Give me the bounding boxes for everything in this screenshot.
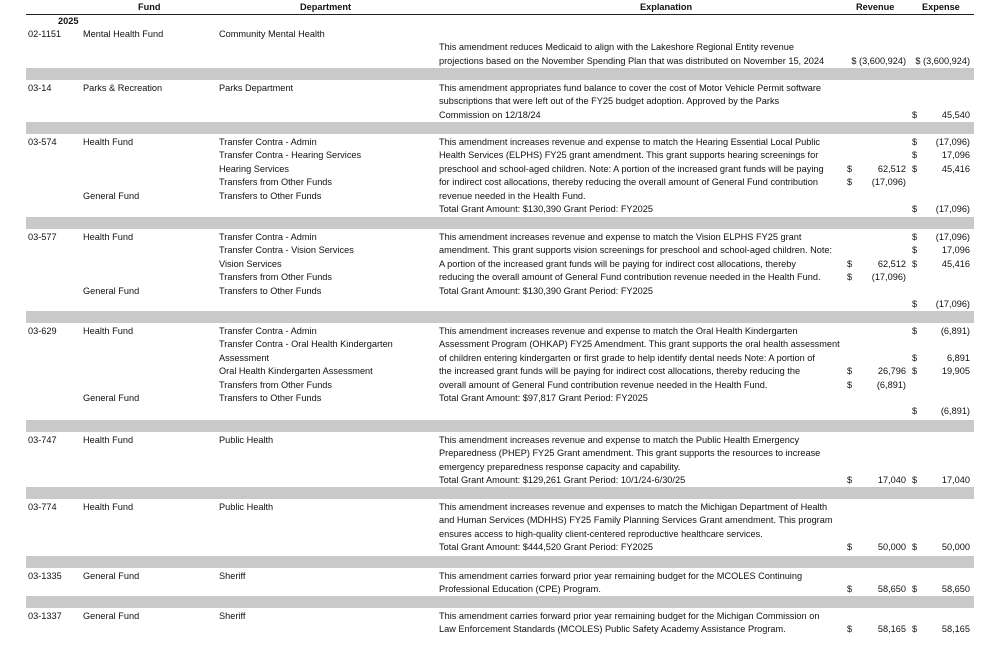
expense-value: 6,891 [947,352,970,363]
fund-name: General Fund [83,571,140,581]
revenue-dollar-sign: $ [847,177,853,188]
revenue-value: 62,512 [877,163,906,174]
explanation-line: amendment. This grant supports vision screenings for preschool and school-aged children. Note: [439,245,833,256]
expense-value: 50,000 [941,542,970,553]
department-name: Transfer Contra - Admin [219,137,317,147]
expense-dollar-sign: $ [912,204,918,214]
expense-dollar-sign: $ [912,584,918,595]
department-name: Transfers from Other Funds [219,177,333,188]
department-name: Assessment [219,352,270,363]
expense-value: 45,540 [941,109,970,120]
row-separator-band [26,487,974,499]
expense-value: (17,096) [935,232,970,242]
explanation-line: Total Grant Amount: $444,520 Grant Period: FY2025 [439,542,653,553]
revenue-dollar-sign: $ [847,584,853,595]
row-separator-band [26,556,974,568]
department-name: Transfers to Other Funds [219,190,322,201]
expense-value: 58,165 [941,624,970,635]
department-name: Public Health [219,435,274,445]
fund-name: Health Fund [83,326,134,336]
explanation-line: This amendment increases revenue and expenses to match the Michigan Department of Health [439,502,828,512]
header-expense: Expense [922,2,960,12]
explanation-line: This amendment increases revenue and expense to match the Oral Health Kindergarten [439,326,798,336]
row-separator-band [26,420,974,432]
explanation-line: This amendment increases revenue and expense to match the Public Health Emergency [439,435,800,445]
explanation-line: emergency preparedness response capacity and capability. [439,461,681,472]
department-name: Transfers from Other Funds [219,272,333,283]
explanation-line: Law Enforcement Standards (MCOLES) Public Safety Academy Assistance Program. [439,624,786,635]
revenue-value: (17,096) [871,177,906,188]
explanation-line: Health Services (ELPHS) FY25 grant amendment. This grant supports hearing screenings for [439,150,819,161]
fund-name: Mental Health Fund [83,29,164,39]
fund-name: Health Fund [83,435,134,445]
revenue-value: $ (3,600,924) [851,55,906,66]
expense-dollar-sign: $ [912,245,918,256]
expense-value: 45,416 [941,163,970,174]
expense-dollar-sign: $ [912,366,918,377]
expense-value: (17,096) [935,204,970,214]
expense-dollar-sign: $ [912,137,918,147]
expense-dollar-sign: $ [912,299,918,309]
row-separator-band [26,68,974,80]
expense-value: (17,096) [935,299,970,309]
revenue-dollar-sign: $ [847,163,853,174]
explanation-line: preschool and school-aged children. Note: A portion of the increased grant funds will be paying [439,163,824,174]
explanation-line: of children entering kindergarten or first grade to help identify dental needs Note: A portion of [439,352,815,363]
expense-value: 19,905 [941,366,970,377]
amendment-id: 03-629 [28,326,57,336]
fund-name: Health Fund [83,502,134,512]
explanation-line: reducing the overall amount of General Fund contribution revenue needed in the Health Fund. [439,272,821,283]
revenue-value: 50,000 [877,542,906,553]
fund-name: General Fund [83,285,140,296]
explanation-line: Preparedness (PHEP) FY25 Grant amendment. This grant supports the resources to increase [439,448,821,459]
fund-name: General Fund [83,393,140,403]
expense-dollar-sign: $ [912,352,918,363]
row-separator-band [26,122,974,134]
department-name: Community Mental Health [219,29,325,39]
fund-name: General Fund [83,611,140,621]
fund-name: Health Fund [83,137,134,147]
department-name: Vision Services [219,258,282,269]
amendment-id: 03-577 [28,232,57,242]
row-separator-band [26,217,974,229]
header-fund: Fund [138,2,161,12]
revenue-value: 58,165 [877,624,906,635]
row-separator-band [26,311,974,323]
revenue-dollar-sign: $ [847,366,853,377]
expense-dollar-sign: $ [912,150,918,161]
explanation-line: overall amount of General Fund contribution revenue needed in the Health Fund. [439,379,768,390]
explanation-line: This amendment increases revenue and expense to match the Hearing Essential Local Public [439,137,820,147]
explanation-line: Professional Education (CPE) Program. [439,584,601,595]
explanation-line: projections based on the November Spending Plan that was distributed on November 15, 2024 [439,55,825,66]
expense-value: (6,891) [940,326,970,336]
row-separator-band [26,596,974,608]
revenue-value: 17,040 [877,475,906,486]
header-explanation: Explanation [640,2,693,12]
expense-value: (6,891) [940,406,970,417]
expense-value: (17,096) [935,137,970,147]
revenue-dollar-sign: $ [847,379,853,390]
explanation-line: the increased grant funds will be paying for indirect cost allocations, thereby reducing the [439,366,801,377]
fiscal-year-label: 2025 [58,16,79,26]
revenue-dollar-sign: $ [847,272,853,283]
revenue-value: 62,512 [877,258,906,269]
expense-dollar-sign: $ [912,406,918,417]
department-name: Public Health [219,502,274,512]
department-name: Transfer Contra - Admin [219,232,317,242]
explanation-line: revenue needed in the Health Fund. [439,190,586,201]
department-name: Oral Health Kindergarten Assessment [219,366,373,377]
fund-name: Parks & Recreation [83,83,163,93]
expense-value: $ (3,600,924) [915,55,970,66]
explanation-line: Total Grant Amount: $129,261 Grant Period: 10/1/24-6/30/25 [439,475,686,486]
department-name: Transfers from Other Funds [219,379,333,390]
fund-name: Health Fund [83,232,134,242]
expense-dollar-sign: $ [912,109,918,120]
revenue-dollar-sign: $ [847,624,853,635]
explanation-line: This amendment reduces Medicaid to align with the Lakeshore Regional Entity revenue [439,42,794,53]
amendment-id: 03-747 [28,435,57,445]
expense-dollar-sign: $ [912,475,918,486]
expense-dollar-sign: $ [912,163,918,174]
explanation-line: This amendment carries forward prior year remaining budget for the Michigan Commission on [439,611,820,621]
expense-value: 17,040 [941,475,970,486]
header-department: Department [300,2,352,12]
expense-value: 45,416 [941,258,970,269]
expense-value: 17,096 [941,150,970,161]
explanation-line: Total Grant Amount: $130,390 Grant Period: FY2025 [439,285,653,296]
explanation-line: for indirect cost allocations, thereby reducing the overall amount of General Fund contribution [439,177,818,188]
department-name: Hearing Services [219,163,289,174]
explanation-line: Total Grant Amount: $130,390 Grant Period: FY2025 [439,204,653,214]
fund-name: General Fund [83,190,140,201]
amendment-id: 03-1337 [28,611,62,621]
expense-dollar-sign: $ [912,326,918,336]
explanation-line: Total Grant Amount: $97,817 Grant Period: FY2025 [439,393,648,403]
explanation-line: Assessment Program (OHKAP) FY25 Amendment. This grant supports the oral health assessment [439,339,840,350]
expense-value: 17,096 [941,245,970,256]
explanation-line: This amendment carries forward prior year remaining budget for the MCOLES Continuing [439,571,803,581]
explanation-line: subscriptions that were left out of the FY25 budget adoption. Approved by the Parks [439,96,780,107]
amendment-id: 03-14 [28,83,52,93]
revenue-value: (17,096) [871,272,906,283]
column-header-row [26,0,974,15]
expense-dollar-sign: $ [912,542,918,553]
department-name: Transfer Contra - Admin [219,326,317,336]
revenue-value: 26,796 [877,366,906,377]
amendment-id: 03-574 [28,137,57,147]
explanation-line: ensures access to high-quality client-centered reproductive healthcare services. [439,528,763,539]
revenue-dollar-sign: $ [847,258,853,269]
revenue-value: 58,650 [877,584,906,595]
expense-dollar-sign: $ [912,232,918,242]
revenue-value: (6,891) [876,379,906,390]
revenue-dollar-sign: $ [847,475,853,486]
department-name: Sheriff [219,571,246,581]
department-name: Parks Department [219,83,294,93]
department-name: Transfer Contra - Oral Health Kindergarten [219,339,393,350]
explanation-line: and Human Services (MDHHS) FY25 Family Planning Services Grant amendment. This program [439,515,833,526]
expense-value: 58,650 [941,584,970,595]
department-name: Sheriff [219,611,246,621]
department-name: Transfers to Other Funds [219,393,322,403]
header-revenue: Revenue [856,2,895,12]
amendment-id: 02-1151 [28,29,62,39]
explanation-line: A portion of the increased grant funds will be paying for indirect cost allocations, thereby [439,258,796,269]
expense-dollar-sign: $ [912,258,918,269]
amendment-id: 03-1335 [28,571,62,581]
explanation-line: This amendment appropriates fund balance to cover the cost of Motor Vehicle Permit software [439,83,821,93]
explanation-line: Commission on 12/18/24 [439,109,541,120]
expense-dollar-sign: $ [912,624,918,635]
department-name: Transfers to Other Funds [219,285,322,296]
revenue-dollar-sign: $ [847,542,853,553]
department-name: Transfer Contra - Hearing Services [219,150,362,161]
amendment-id: 03-774 [28,502,57,512]
department-name: Transfer Contra - Vision Services [219,245,354,256]
explanation-line: This amendment increases revenue and expense to match the Vision ELPHS FY25 grant [439,232,802,242]
